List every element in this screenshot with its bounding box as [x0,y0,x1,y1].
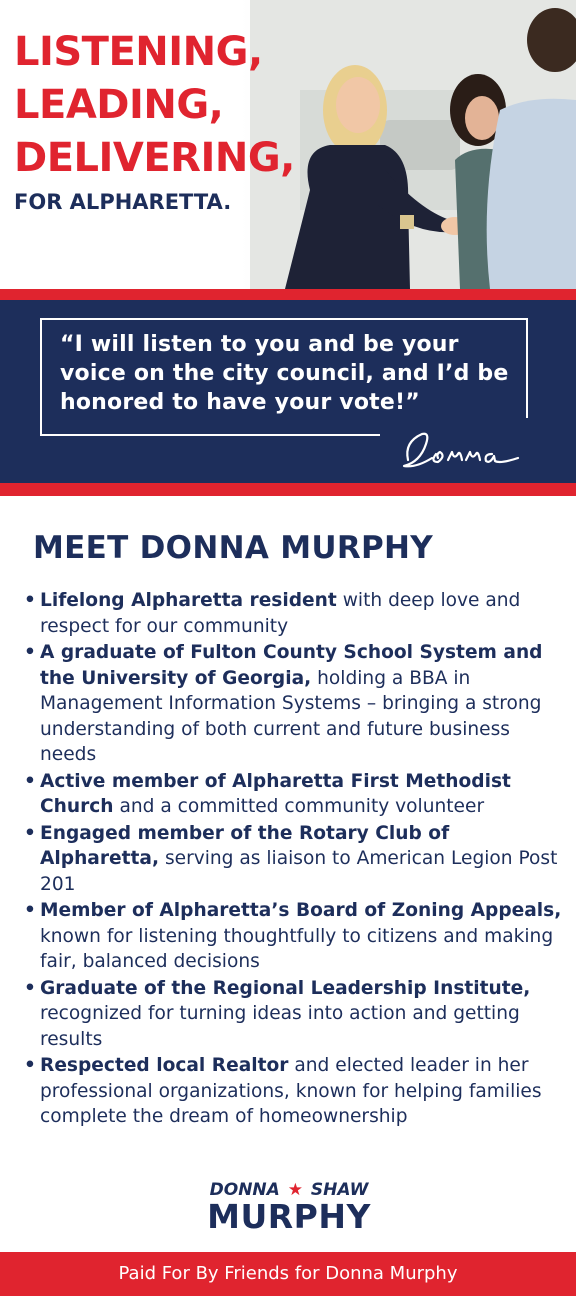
bullet-text: known for listening thoughtfully to citizens and making fair, balanced decisions [40,925,554,972]
bullet-icon: • [24,977,36,999]
bullet-bold: Respected local Realtor [40,1055,289,1076]
logo-first-name: DONNA [209,1180,280,1200]
list-item [24,1053,564,1130]
logo-last-name: MURPHY [207,1197,371,1236]
signature [396,420,526,480]
bullet-icon: • [24,900,36,921]
list-item [24,769,564,820]
list-item [24,898,564,975]
headline [14,26,295,217]
bullet-icon: • [24,642,36,663]
list-item [24,588,564,639]
bullet-icon: • [24,1055,36,1076]
bullet-text: and a committed community volunteer [113,796,485,817]
bullet-bold: A graduate of Fulton County School System and the University of Georgia, [40,642,543,689]
bullet-icon: • [24,590,36,611]
qualifications-list [24,588,564,1131]
bullet-bold: Lifelong Alpharetta resident [40,590,337,611]
bullet-bold: Member of Alpharetta’s Board of Zoning Appeals, [40,900,562,921]
hero-section [0,0,576,289]
bullet-text: serving as liaison to American Legion Post 201 [40,848,558,895]
quote-frame-bottom [40,434,380,436]
list-item [24,821,564,898]
list-item [24,976,564,1053]
bullet-text: and elected leader in her professional organizations, known for helping families complete the dream of homeownership [40,1055,542,1127]
headline-line-3: DELIVERING, [14,135,295,181]
bullet-text: recognized for turning ideas into action and getting results [40,1003,520,1050]
headline-line-2: LEADING, [14,82,224,128]
headline-line-4: FOR ALPHARETTA. [14,190,232,214]
bullet-bold: Graduate of the Regional Leadership Institute, [40,977,531,999]
red-stripe-bottom [0,483,576,496]
bullet-icon: • [24,822,36,844]
bullet-text: holding a BBA in Management Information Systems – bringing a strong understanding of both current and future business needs [40,667,542,765]
headline-line-1: LISTENING, [14,29,263,75]
footer-bar [0,1252,576,1296]
campaign-logo [205,1180,373,1240]
star-icon: ★ [287,1180,303,1200]
paid-for-disclaimer: Paid For By Friends for Donna Murphy [118,1263,458,1284]
section-title: MEET DONNA MURPHY [33,530,434,566]
list-item [24,640,564,768]
candidate-quote: “I will listen to you and be your voice on the city council, and I’d be honored to have your vote!” [60,332,509,415]
bullet-bold: Active member of Alpharetta First Methodist Church [40,770,511,817]
red-stripe-top [0,289,576,300]
bullet-bold: Engaged member of the Rotary Club of Alpharetta, [40,822,450,869]
bullet-icon: • [24,770,36,792]
bullet-text: with deep love and respect for our community [40,590,521,637]
logo-middle-name: SHAW [310,1180,369,1200]
